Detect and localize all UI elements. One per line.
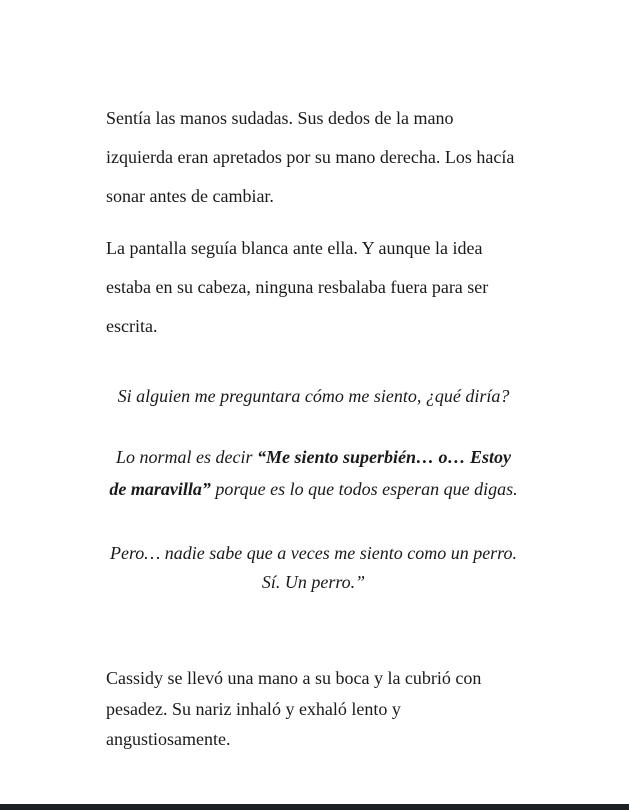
narrative-paragraph-1-line-1: Sentía las manos sudadas. Sus dedos de la mano: [106, 108, 454, 128]
narrative-paragraph-1: [106, 99, 536, 216]
monologue-question: [106, 381, 521, 411]
narrative-paragraph-2-line-2: estaba en su cabeza, ninguna resbalaba fuera para ser: [106, 277, 489, 297]
narrative-paragraph-2-line-1: La pantalla seguía blanca ante ella. Y aunque la idea: [106, 238, 483, 258]
narrative-paragraph-1-line-3: sonar antes de cambiar.: [106, 186, 274, 206]
monologue-confession-line-1: Pero… nadie sabe que a veces me siento como un perro.: [109, 543, 518, 563]
bottom-edge-bar: [0, 804, 629, 810]
monologue-confession-line-2: Sí. Un perro.”: [261, 572, 366, 592]
monologue-answer-line-1: [106, 441, 521, 473]
monologue-confession: [106, 539, 521, 597]
monologue-answer-line1-bold-text: “Me siento superbién… o… Estoy: [256, 447, 511, 467]
narrative-paragraph-2: [106, 229, 536, 346]
monologue-answer-line1-regular-text: Lo normal es decir: [115, 447, 257, 467]
monologue-answer-line2-bold-text: de maravilla”: [109, 479, 211, 499]
monologue-answer-line-2: [106, 473, 521, 505]
narrative-paragraph-1-line-2: izquierda eran apretados por su mano derecha. Los hacía: [106, 147, 515, 167]
monologue-answer: [106, 441, 521, 505]
narrative-paragraph-3-line-1: Cassidy se llevó una mano a su boca y la cubrió con: [106, 668, 482, 688]
monologue-question-line: Si alguien me preguntara cómo me siento, ¿qué diría?: [117, 386, 510, 406]
narrative-paragraph-3: [106, 663, 536, 755]
narrative-paragraph-3-line-2: pesadez. Su nariz inhaló y exhaló lento y: [106, 698, 401, 719]
narrative-paragraph-2-line-3: escrita.: [106, 316, 158, 336]
monologue-answer-line2-regular-text: porque es lo que todos esperan que digas.: [210, 479, 518, 499]
narrative-paragraph-3-line-3: angustiosamente.: [106, 729, 231, 749]
